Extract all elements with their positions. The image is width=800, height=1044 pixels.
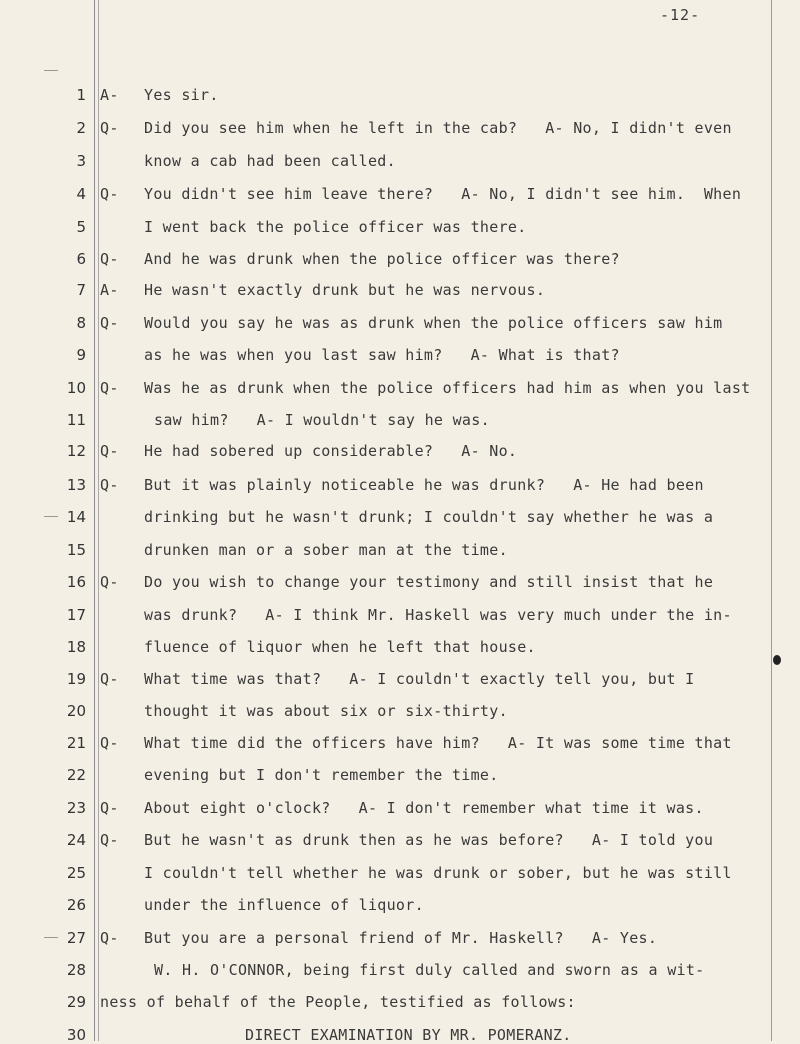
line-text: But it was plainly noticeable he was drunk? A- He had been bbox=[144, 476, 704, 494]
transcript-line bbox=[100, 929, 657, 947]
line-text: W. H. O'CONNOR, being first duly called and sworn as a wit- bbox=[154, 961, 705, 979]
line-text: ness of behalf of the People, testified as follows: bbox=[100, 993, 576, 1011]
line-number: 23 bbox=[66, 799, 86, 817]
transcript-line bbox=[100, 896, 424, 914]
line-number: 19 bbox=[66, 670, 86, 688]
line-number: 6 bbox=[76, 250, 86, 268]
line-text: drunken man or a sober man at the time. bbox=[144, 541, 508, 559]
left-margin-rule-inner bbox=[98, 0, 99, 1041]
transcript-line bbox=[100, 541, 508, 559]
line-text: know a cab had been called. bbox=[144, 152, 396, 170]
transcript-line bbox=[100, 864, 732, 882]
speaker-label: A- bbox=[100, 281, 119, 299]
line-number: 3 bbox=[76, 152, 86, 170]
line-number: 14 bbox=[66, 508, 86, 526]
transcript-line bbox=[100, 185, 741, 203]
margin-tick bbox=[44, 70, 58, 71]
margin-tick bbox=[44, 516, 58, 517]
line-text: He wasn't exactly drunk but he was nervous. bbox=[144, 281, 546, 299]
line-text: was drunk? A- I think Mr. Haskell was very much under the in- bbox=[144, 606, 732, 624]
line-number: 13 bbox=[66, 476, 86, 494]
speaker-label: Q- bbox=[100, 799, 119, 817]
line-number: 10 bbox=[66, 379, 86, 397]
line-text: Was he as drunk when the police officers had him as when you last bbox=[144, 379, 751, 397]
speaker-label: Q- bbox=[100, 442, 119, 460]
line-text: What time was that? A- I couldn't exactly tell you, but I bbox=[144, 670, 695, 688]
line-text: He had sobered up considerable? A- No. bbox=[144, 442, 518, 460]
line-text: But he wasn't as drunk then as he was before? A- I told you bbox=[144, 831, 714, 849]
speaker-label: Q- bbox=[100, 476, 119, 494]
line-text: I couldn't tell whether he was drunk or sober, but he was still bbox=[144, 864, 732, 882]
line-text: Would you say he was as drunk when the police officers saw him bbox=[144, 314, 723, 332]
line-number: 26 bbox=[66, 896, 86, 914]
transcript-line bbox=[100, 766, 499, 784]
line-number: 8 bbox=[76, 314, 86, 332]
line-number: 1 bbox=[76, 86, 86, 104]
transcript-line bbox=[100, 119, 732, 137]
transcript-line bbox=[100, 670, 695, 688]
transcript-line bbox=[100, 250, 620, 268]
line-number: 7 bbox=[76, 281, 86, 299]
line-text: But you are a personal friend of Mr. Haskell? A- Yes. bbox=[144, 929, 658, 947]
speaker-label: Q- bbox=[100, 185, 119, 203]
page-number: -12- bbox=[660, 6, 701, 24]
line-text: Do you wish to change your testimony and still insist that he bbox=[144, 573, 714, 591]
transcript-line bbox=[100, 734, 732, 752]
line-number: 21 bbox=[66, 734, 86, 752]
line-number: 11 bbox=[66, 411, 86, 429]
line-text: I went back the police officer was there. bbox=[144, 218, 527, 236]
line-number: 15 bbox=[66, 541, 86, 559]
speaker-label: A- bbox=[100, 86, 119, 104]
line-number: 18 bbox=[66, 638, 86, 656]
transcript-line bbox=[100, 831, 713, 849]
transcript-line bbox=[100, 799, 704, 817]
transcript-line bbox=[100, 411, 490, 429]
transcript-line bbox=[100, 314, 723, 332]
transcript-line bbox=[100, 281, 545, 299]
right-margin-rule bbox=[771, 0, 772, 1041]
line-number: 28 bbox=[66, 961, 86, 979]
line-text: What time did the officers have him? A- It was some time that bbox=[144, 734, 732, 752]
transcript-line bbox=[100, 508, 713, 526]
speaker-label: Q- bbox=[100, 734, 119, 752]
transcript-line bbox=[100, 961, 705, 979]
line-number: 2 bbox=[76, 119, 86, 137]
line-number: 16 bbox=[66, 573, 86, 591]
line-number: 30 bbox=[66, 1026, 86, 1044]
line-number: 5 bbox=[76, 218, 86, 236]
transcript-line bbox=[100, 346, 620, 364]
line-number: 29 bbox=[66, 993, 86, 1011]
line-text: About eight o'clock? A- I don't remember what time it was. bbox=[144, 799, 704, 817]
line-text: thought it was about six or six-thirty. bbox=[144, 702, 508, 720]
transcript-line bbox=[100, 638, 536, 656]
line-text: drinking but he wasn't drunk; I couldn't say whether he was a bbox=[144, 508, 714, 526]
transcript-line bbox=[100, 152, 396, 170]
line-text: saw him? A- I wouldn't say he was. bbox=[154, 411, 490, 429]
speaker-label: Q- bbox=[100, 929, 119, 947]
line-number: 9 bbox=[76, 346, 86, 364]
line-text: Did you see him when he left in the cab? A- No, I didn't even bbox=[144, 119, 732, 137]
line-number: 17 bbox=[66, 606, 86, 624]
left-margin-rule bbox=[94, 0, 95, 1041]
speaker-label: Q- bbox=[100, 573, 119, 591]
line-number: 27 bbox=[66, 929, 86, 947]
line-text: You didn't see him leave there? A- No, I didn't see him. When bbox=[144, 185, 742, 203]
transcript-line bbox=[100, 573, 713, 591]
speaker-label: Q- bbox=[100, 831, 119, 849]
punch-hole-mark bbox=[773, 655, 781, 665]
transcript-line bbox=[100, 86, 219, 104]
transcript-line bbox=[100, 606, 732, 624]
transcript-line bbox=[100, 218, 527, 236]
margin-tick bbox=[44, 937, 58, 938]
speaker-label: Q- bbox=[100, 379, 119, 397]
line-text: fluence of liquor when he left that house. bbox=[144, 638, 536, 656]
speaker-label: Q- bbox=[100, 314, 119, 332]
transcript-line bbox=[100, 379, 751, 397]
line-text: under the influence of liquor. bbox=[144, 896, 424, 914]
transcript-line bbox=[100, 476, 704, 494]
line-text: as he was when you last saw him? A- What is that? bbox=[144, 346, 620, 364]
line-number: 24 bbox=[66, 831, 86, 849]
speaker-label: Q- bbox=[100, 670, 119, 688]
line-text: Yes sir. bbox=[144, 86, 219, 104]
line-number: 12 bbox=[66, 442, 86, 460]
line-text: And he was drunk when the police officer was there? bbox=[144, 250, 620, 268]
line-number: 4 bbox=[76, 185, 86, 203]
section-heading: DIRECT EXAMINATION BY MR. POMERANZ. bbox=[245, 1026, 572, 1044]
line-number: 20 bbox=[66, 702, 86, 720]
line-number: 22 bbox=[66, 766, 86, 784]
transcript-line bbox=[100, 442, 517, 460]
speaker-label: Q- bbox=[100, 119, 119, 137]
line-number: 25 bbox=[66, 864, 86, 882]
line-text: evening but I don't remember the time. bbox=[144, 766, 499, 784]
transcript-line bbox=[100, 702, 508, 720]
transcript-line bbox=[100, 993, 576, 1011]
speaker-label: Q- bbox=[100, 250, 119, 268]
